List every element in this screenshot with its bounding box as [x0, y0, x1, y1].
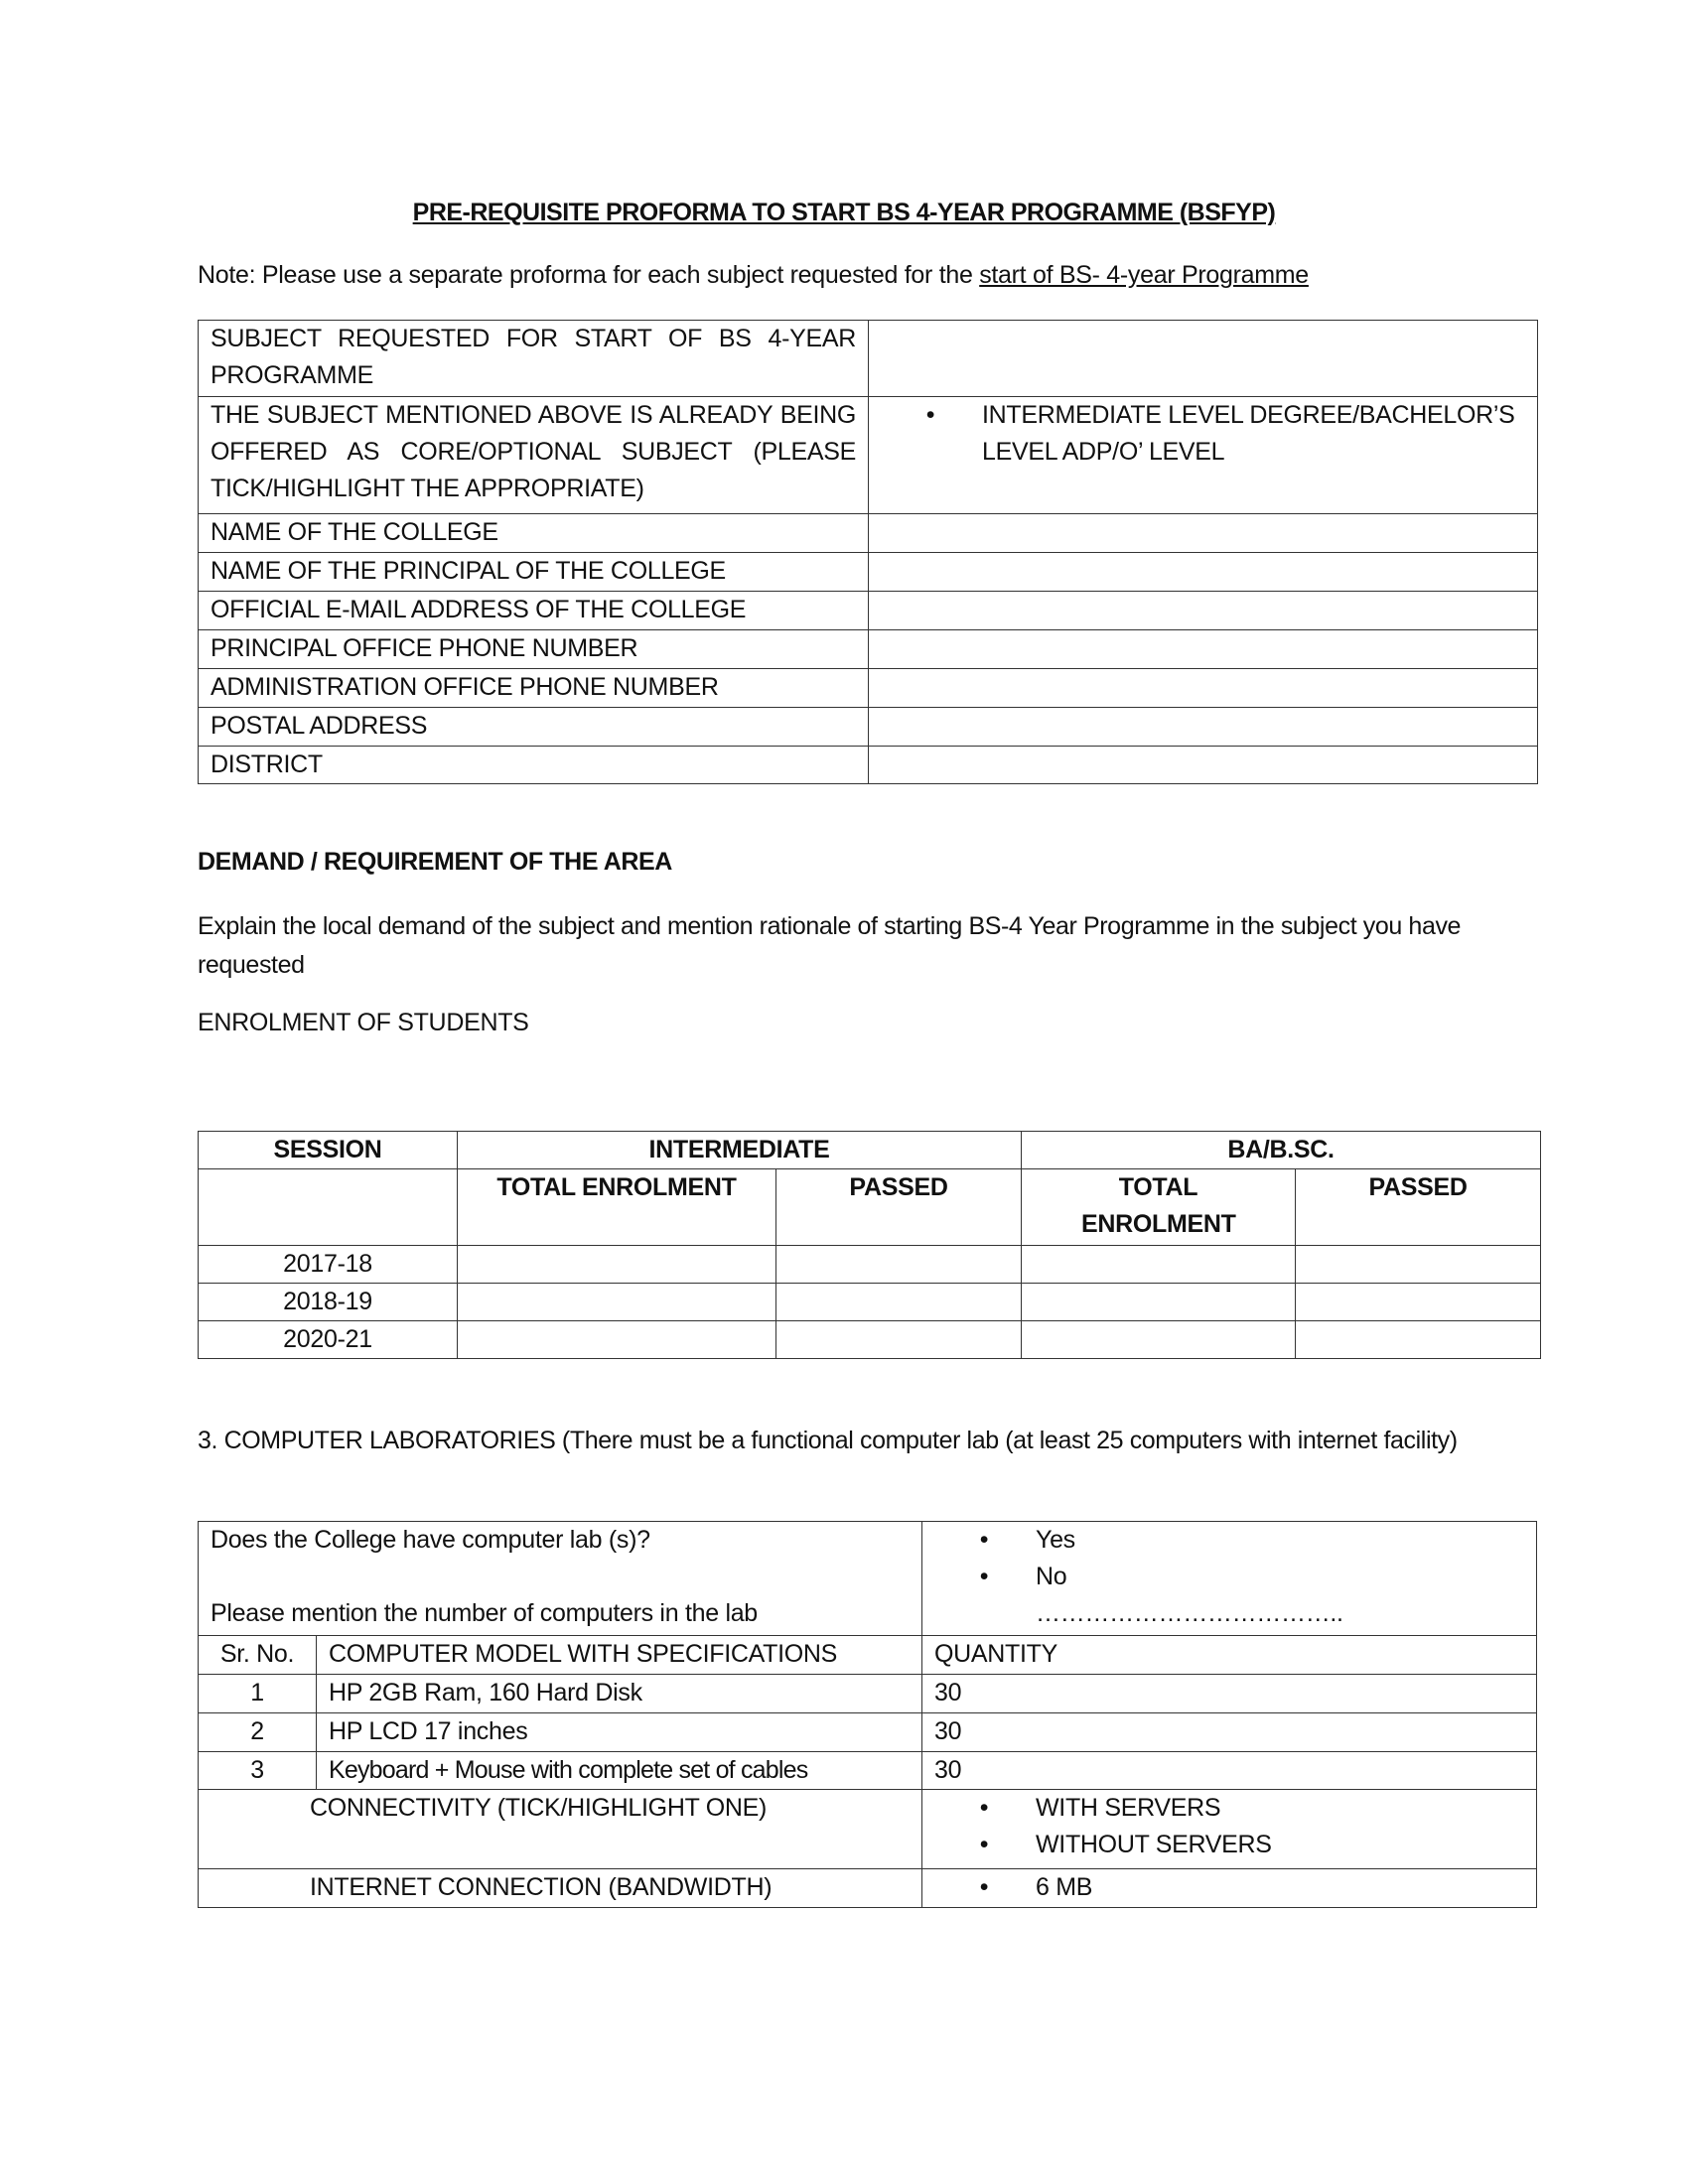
field-college-name[interactable]	[869, 514, 1538, 553]
model: Keyboard + Mouse with complete set of cables	[317, 1752, 922, 1790]
computer-lab-table	[198, 1521, 1537, 1908]
header-ba-total: TOTAL ENROLMENT	[1022, 1169, 1296, 1246]
sr-no: 1	[199, 1675, 317, 1713]
connectivity-options	[922, 1790, 1537, 1869]
header-model: COMPUTER MODEL WITH SPECIFICATIONS	[317, 1636, 922, 1675]
option-6mb[interactable]: 6 MB	[1036, 1873, 1093, 1901]
header-int-passed: PASSED	[776, 1169, 1022, 1246]
int-total-field[interactable]	[458, 1284, 776, 1321]
field-already-offered[interactable]	[869, 397, 1538, 514]
label-principal-name: NAME OF THE PRINCIPAL OF THE COLLEGE	[199, 553, 869, 592]
label-email: OFFICIAL E-MAIL ADDRESS OF THE COLLEGE	[199, 592, 869, 630]
bullet-icon: •	[979, 1563, 989, 1590]
quantity: 30	[922, 1713, 1537, 1752]
label-principal-phone: PRINCIPAL OFFICE PHONE NUMBER	[199, 630, 869, 669]
internet-options	[922, 1869, 1537, 1908]
label-subject-requested: SUBJECT REQUESTED FOR START OF BS 4-YEAR PROGRAMME	[199, 321, 869, 397]
session-cell: 2017-18	[199, 1246, 458, 1284]
int-passed-field[interactable]	[776, 1246, 1022, 1284]
field-principal-name[interactable]	[869, 553, 1538, 592]
ba-passed-field[interactable]	[1296, 1284, 1541, 1321]
enrolment-label: ENROLMENT OF STUDENTS	[198, 1009, 529, 1036]
quantity: 30	[922, 1752, 1537, 1790]
header-intermediate: INTERMEDIATE	[458, 1132, 1022, 1169]
model: HP LCD 17 inches	[317, 1713, 922, 1752]
session-cell: 2018-19	[199, 1284, 458, 1321]
bullet-icon: •	[925, 401, 935, 429]
table-row	[199, 1284, 1541, 1321]
model: HP 2GB Ram, 160 Hard Disk	[317, 1675, 922, 1713]
field-subject-requested[interactable]	[869, 321, 1538, 397]
label-admin-phone: ADMINISTRATION OFFICE PHONE NUMBER	[199, 669, 869, 708]
connectivity-label: CONNECTIVITY (TICK/HIGHLIGHT ONE)	[199, 1790, 922, 1869]
table-row	[199, 1675, 1537, 1713]
demand-text: Explain the local demand of the subject and mention rationale of starting BS-4 Year Programme in the subject you have requested	[198, 912, 1462, 979]
quantity: 30	[922, 1675, 1537, 1713]
header-sr-no: Sr. No.	[199, 1636, 317, 1675]
demand-heading: DEMAND / REQUIREMENT OF THE AREA	[198, 848, 672, 876]
bullet-icon: •	[979, 1831, 989, 1858]
label-district: DISTRICT	[199, 747, 869, 784]
field-principal-phone[interactable]	[869, 630, 1538, 669]
bullet-icon: •	[979, 1526, 989, 1554]
sr-no: 3	[199, 1752, 317, 1790]
table-row	[199, 1321, 1541, 1359]
session-cell: 2020-21	[199, 1321, 458, 1359]
internet-label: INTERNET CONNECTION (BANDWIDTH)	[199, 1869, 922, 1908]
lab-answer-cell	[922, 1522, 1537, 1636]
header-empty	[199, 1169, 458, 1246]
header-int-total: TOTAL ENROLMENT	[458, 1169, 776, 1246]
label-already-offered: THE SUBJECT MENTIONED ABOVE IS ALREADY BEING OFFERED AS CORE/OPTIONAL SUBJECT (PLEASE TICK/HIGHLIGHT THE APPROPRIATE)	[199, 397, 869, 514]
label-postal-address: POSTAL ADDRESS	[199, 708, 869, 747]
offered-level-option[interactable]: INTERMEDIATE LEVEL DEGREE/BACHELOR’S LEVEL ADP/O’ LEVEL	[982, 401, 1515, 466]
note-text: Note: Please use a separate proforma for each subject requested for the	[198, 261, 980, 289]
ba-passed-field[interactable]	[1296, 1321, 1541, 1359]
enrolment-table	[198, 1131, 1541, 1359]
int-total-field[interactable]	[458, 1321, 776, 1359]
field-admin-phone[interactable]	[869, 669, 1538, 708]
field-district[interactable]	[869, 747, 1538, 784]
int-passed-field[interactable]	[776, 1284, 1022, 1321]
college-info-table	[198, 320, 1538, 784]
note	[198, 261, 1309, 290]
option-without-servers[interactable]: WITHOUT SERVERS	[1036, 1831, 1272, 1858]
ba-total-field[interactable]	[1022, 1246, 1296, 1284]
ba-passed-field[interactable]	[1296, 1246, 1541, 1284]
option-yes[interactable]: Yes	[1036, 1526, 1075, 1554]
lab-question-cell	[199, 1522, 922, 1636]
option-with-servers[interactable]: WITH SERVERS	[1036, 1794, 1221, 1822]
int-total-field[interactable]	[458, 1246, 776, 1284]
header-ba-passed: PASSED	[1296, 1169, 1541, 1246]
lab-count-prompt: Please mention the number of computers in the lab	[211, 1599, 758, 1627]
table-row	[199, 1752, 1537, 1790]
header-ba-bsc: BA/B.SC.	[1022, 1132, 1541, 1169]
label-college-name: NAME OF THE COLLEGE	[199, 514, 869, 553]
bullet-icon: •	[979, 1873, 989, 1901]
sr-no: 2	[199, 1713, 317, 1752]
lab-question: Does the College have computer lab (s)?	[211, 1526, 650, 1554]
header-quantity: QUANTITY	[922, 1636, 1537, 1675]
int-passed-field[interactable]	[776, 1321, 1022, 1359]
table-row	[199, 1713, 1537, 1752]
header-session: SESSION	[199, 1132, 458, 1169]
ba-total-field[interactable]	[1022, 1321, 1296, 1359]
bullet-icon: •	[979, 1794, 989, 1822]
computer-labs-heading: 3. COMPUTER LABORATORIES (There must be a functional computer lab (at least 25 computers with internet facility)	[198, 1427, 1458, 1454]
field-email[interactable]	[869, 592, 1538, 630]
field-postal-address[interactable]	[869, 708, 1538, 747]
computer-count-field[interactable]: ………………………………..	[1036, 1599, 1343, 1627]
table-row	[199, 1246, 1541, 1284]
option-no[interactable]: No	[1036, 1563, 1067, 1590]
note-underlined: start of BS- 4-year Programme	[979, 261, 1309, 289]
page-title: PRE-REQUISITE PROFORMA TO START BS 4-YEAR PROGRAMME (BSFYP)	[412, 199, 1276, 226]
ba-total-field[interactable]	[1022, 1284, 1296, 1321]
